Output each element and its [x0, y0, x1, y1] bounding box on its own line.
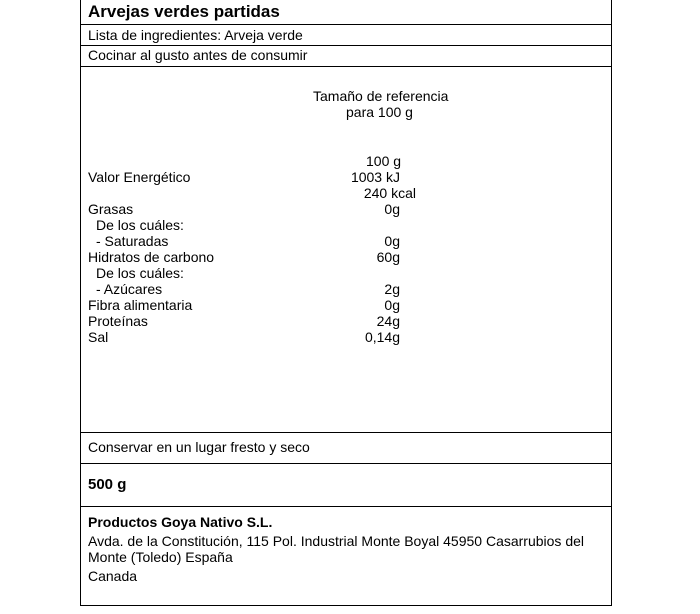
divider [80, 506, 612, 507]
row-value: 24g [376, 313, 400, 329]
producer-address-line1: Avda. de la Constitución, 115 Pol. Industrial Monte Boyal 45950 Casarrubios del [88, 533, 585, 549]
producer-address-line2: Monte (Toledo) España [88, 549, 233, 565]
row-value: 0g [384, 201, 400, 217]
row-label: Hidratos de carbono [88, 249, 215, 265]
row-label: Fibra alimentaria [88, 297, 193, 313]
divider [80, 463, 612, 464]
row-label: Proteínas [88, 313, 148, 329]
origin-country: Canada [88, 568, 138, 584]
divider [80, 66, 612, 67]
divider [80, 24, 612, 25]
reference-size-value: para 100 g [346, 104, 413, 120]
row-label: Sal [88, 329, 109, 345]
instructions-text: Cocinar al gusto antes de consumir [88, 47, 308, 63]
row-value: 0g [384, 297, 400, 313]
divider [80, 432, 612, 433]
reference-size-label: Tamaño de referencia [313, 88, 449, 104]
row-label: De los cuáles: [96, 265, 184, 281]
column-header: 100 g [366, 153, 402, 169]
row-label: De los cuáles: [96, 217, 184, 233]
row-value: 240 kcal [363, 185, 416, 201]
row-label: Valor Energético [88, 169, 191, 185]
product-title: Arvejas verdes partidas [88, 2, 280, 21]
row-value: 2g [384, 281, 400, 297]
row-label: Grasas [88, 201, 134, 217]
row-label: - Saturadas [96, 233, 169, 249]
storage-text: Conservar en un lugar fresto y seco [88, 439, 310, 455]
ingredients-text: Lista de ingredientes: Arveja verde [88, 27, 303, 43]
net-weight: 500 g [88, 476, 127, 493]
row-value: 60g [376, 249, 400, 265]
row-value: 0,14g [364, 329, 400, 345]
row-label: - Azúcares [96, 281, 163, 297]
divider [80, 45, 612, 46]
row-value: 1003 kJ [350, 169, 400, 185]
producer-name: Productos Goya Nativo S.L. [88, 514, 273, 530]
row-value: 0g [384, 233, 400, 249]
